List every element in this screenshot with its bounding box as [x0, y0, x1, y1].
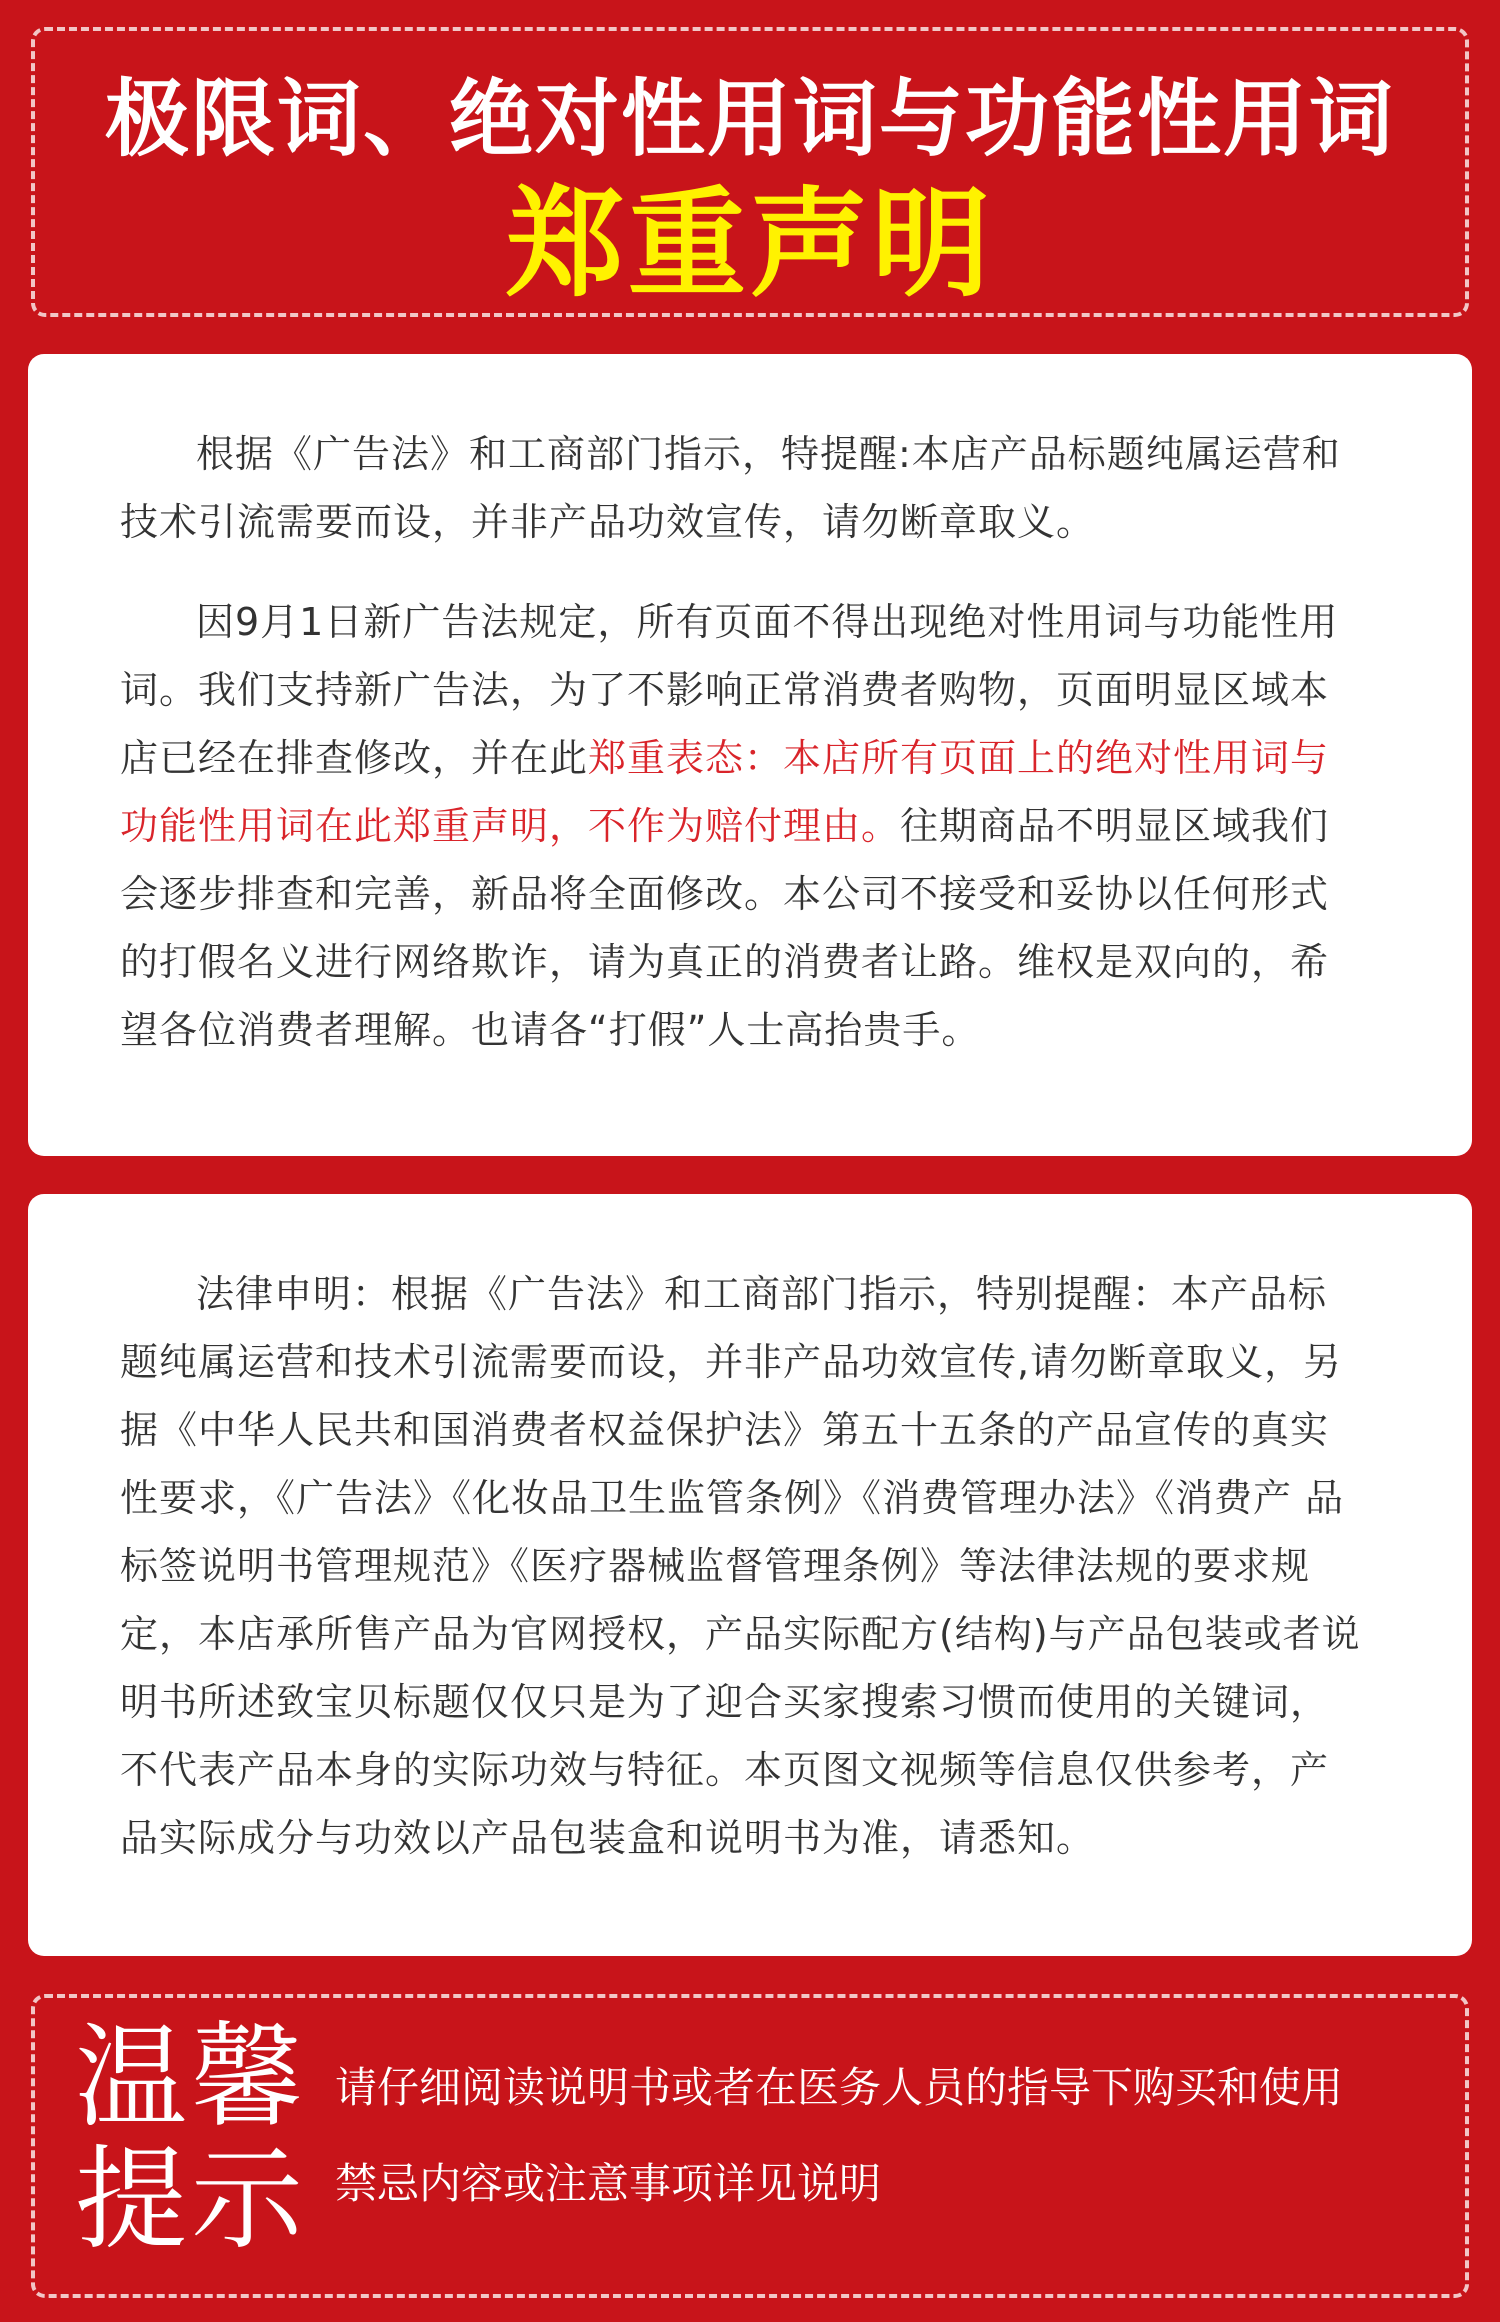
- legal-statement-paragraph: 法律申明：根据《广告法》和工商部门指示，特别提醒：本产品标题纯属运营和技术引流需要而设，并非产品功效宣传,请勿断章取义，另据《中华人民共和国消费者权益保护法》第五十五条的产品宣传的真实性要求，《广告法》《化妆品卫生监管条例》《消费管理办法》《消费产 品标签说明书管理规范》《医疗器械监督管理条例》等法律法规的要求规定，本店承所售产品为官网授权，产品实际配方(结构)与产品包装或者说明书所述致宝贝标题仅仅只是为了迎合买家搜索习惯而使用的关键词，不代表产品本身的实际功效与特征。本页图文视频等信息仅供参考，产品实际成分与功效以产品包装盒和说明书为准，请悉知。: [120, 1272, 1361, 1860]
- warm-tip-text-2: 禁忌内容或注意事项详见说明: [335, 2159, 882, 2208]
- warm-tip-heading-line-1: 温馨: [75, 2013, 307, 2143]
- header-banner: [31, 27, 1469, 317]
- paragraph-2-end: 往期商品不明显区域我们会逐步排查和完善，新品将全面修改。本公司不接受和妥协以任何形式的打假名义进行网络欺诈，请为真正的消费者让路。维权是双向的，希望各位消费者理解。也请各“打假”人士高抬贵手。: [120, 804, 1330, 1052]
- warm-tip-box: [31, 1994, 1469, 2298]
- statement-card-1: [28, 354, 1472, 1156]
- statement-paragraph-1: 根据《广告法》和工商部门指示，特提醒:本店产品标题纯属运营和技术引流需要而设，并非产品功效宣传，请勿断章取义。: [120, 432, 1341, 544]
- warm-tip-text-1: 请仔细阅读说明书或者在医务人员的指导下购买和使用: [335, 2063, 1344, 2112]
- legal-statement-card: [28, 1194, 1472, 1956]
- warm-tip-heading-line-2: 提示: [75, 2135, 307, 2265]
- statement-paragraph-2: [120, 588, 1362, 1064]
- header-subtitle: 郑重声明: [505, 175, 994, 313]
- paragraph-2-start: 因9月1日新广告法规定，所有页面不得出现绝对性用词与功能性用词。我们支持新广告法，为了不影响正常消费者购物，页面明显区域本店已经在排查修改，并在此: [120, 600, 1339, 780]
- highlighted-declaration: 郑重表态：本店所有页面上的绝对性用词与功能性用词在此郑重声明，不作为赔付理由。: [120, 736, 1330, 848]
- header-title: 极限词、绝对性用词与功能性用词: [104, 70, 1395, 168]
